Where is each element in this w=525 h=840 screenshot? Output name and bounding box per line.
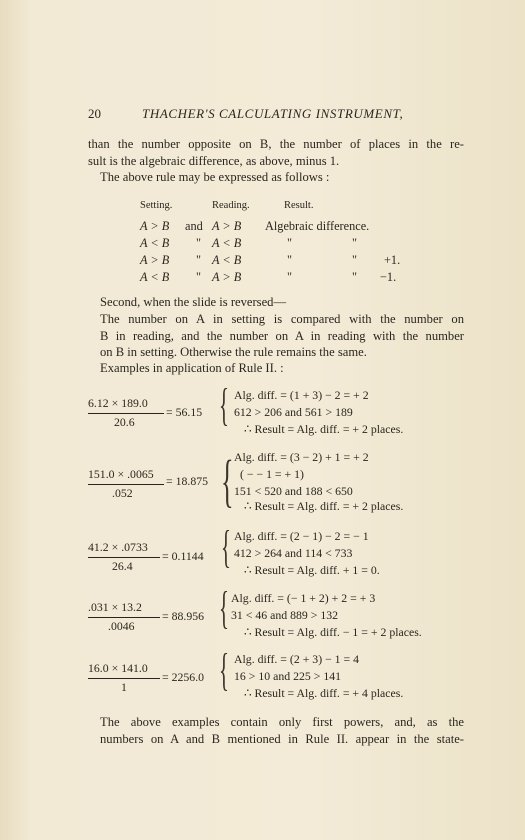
brace-icon: {	[221, 521, 231, 572]
cell-conj: "	[196, 253, 202, 267]
cell-ditto: "	[352, 253, 358, 267]
cell-adjust: +1.	[384, 253, 401, 267]
cell-conj: and	[185, 219, 203, 233]
text-line: numbers on A and B mentioned in Rule II. appear in the state-	[100, 731, 464, 746]
example-5	[88, 644, 468, 710]
fraction-result: = 0.1144	[162, 549, 204, 563]
working-line: Alg. diff. = (2 − 1) − 2 = − 1	[234, 529, 369, 543]
brace-icon: {	[219, 379, 229, 430]
text-line: B in reading, and the number on A in reading with the number	[100, 328, 464, 343]
cell-result: Algebraic difference.	[265, 219, 370, 233]
working-line: Alg. diff. = (3 − 2) + 1 = + 2	[234, 450, 369, 464]
working-line: ∴ Result = Alg. diff. = + 4 places.	[244, 686, 404, 700]
cell-setting: A < B	[140, 270, 170, 284]
fraction-numerator: 41.2 × .0733	[88, 540, 148, 554]
working-line: ( − − 1 = + 1)	[240, 467, 304, 481]
fraction-numerator: 16.0 × 141.0	[88, 661, 148, 675]
fraction-bar	[88, 617, 160, 618]
fraction-bar	[88, 557, 160, 558]
working-line: 16 > 10 and 225 > 141	[234, 669, 342, 683]
cell-adjust: −1.	[380, 270, 397, 284]
fraction-denominator: .0046	[108, 619, 135, 633]
text-line: The above rule may be expressed as follows :	[100, 170, 330, 184]
text-line: sult is the algebraic difference, as above, minus 1.	[88, 153, 340, 168]
fraction-result: = 56.15	[166, 405, 203, 419]
cell-ditto: "	[287, 253, 293, 267]
working-line: Alg. diff. = (− 1 + 2) + 2 = + 3	[231, 591, 376, 605]
fraction-bar	[88, 484, 164, 485]
cell-setting: A > B	[140, 253, 170, 267]
cell-conj: "	[196, 236, 202, 250]
working-line: ∴ Result = Alg. diff. + 1 = 0.	[244, 563, 380, 577]
working-line: ∴ Result = Alg. diff. − 1 = + 2 places.	[244, 625, 422, 639]
working-line: Alg. diff. = (2 + 3) − 1 = 4	[234, 652, 360, 666]
cell-ditto: "	[287, 236, 293, 250]
working-line: Alg. diff. = (1 + 3) − 2 = + 2	[234, 388, 369, 402]
cell-ditto: "	[287, 270, 293, 284]
fraction-result: = 2256.0	[162, 670, 205, 684]
fraction-numerator: .031 × 13.2	[88, 600, 142, 614]
fraction-denominator: 20.6	[114, 415, 135, 429]
paragraph-examples-intro	[88, 360, 464, 377]
fraction-numerator: 6.12 × 189.0	[88, 396, 148, 410]
page-number: 20	[88, 106, 101, 121]
cell-setting: A < B	[140, 236, 170, 250]
example-1	[88, 379, 468, 446]
paragraph-rule-ii	[88, 311, 464, 361]
cell-reading: A < B	[212, 253, 242, 267]
cell-reading: A > B	[212, 270, 242, 284]
paragraph-rule-intro	[88, 169, 464, 186]
working-line: 612 > 206 and 561 > 189	[234, 405, 353, 419]
cell-reading: A > B	[212, 219, 242, 233]
cell-setting: A > B	[140, 219, 170, 233]
text-line: The above examples contain only first powers, and, as the	[100, 715, 464, 729]
fraction-bar	[88, 413, 164, 414]
paragraph-second-case	[88, 294, 464, 311]
working-line: 31 < 46 and 889 > 132	[231, 608, 339, 622]
header-result: Result.	[284, 200, 314, 211]
example-3	[88, 521, 468, 587]
fraction-numerator: 151.0 × .0065	[88, 467, 154, 481]
cell-ditto: "	[352, 236, 358, 250]
brace-icon: {	[219, 582, 229, 633]
header-setting: Setting.	[140, 200, 173, 211]
text-line: than the number opposite on B, the number of places in the re-	[88, 137, 464, 151]
working-line: ∴ Result = Alg. diff. = + 2 places.	[244, 422, 404, 436]
fraction-denominator: .052	[112, 486, 133, 500]
fraction-denominator: 26.4	[112, 559, 133, 573]
cell-conj: "	[196, 270, 202, 284]
text-line: Second, when the slide is reversed—	[100, 295, 287, 309]
cell-ditto: "	[352, 270, 358, 284]
running-title: THACHER'S CALCULATING INSTRUMENT,	[142, 106, 404, 121]
fraction-result: = 88.956	[162, 609, 205, 623]
example-2	[88, 448, 468, 513]
brace-icon: {	[221, 448, 234, 513]
cell-reading: A < B	[212, 236, 242, 250]
paragraph-continuation	[88, 136, 464, 169]
header-reading: Reading.	[212, 200, 250, 211]
working-line: 151 < 520 and 188 < 650	[234, 484, 353, 498]
fraction-bar	[88, 678, 160, 679]
text-line: The number on A in setting is compared with the number on	[100, 312, 464, 326]
fraction-result: = 18.875	[166, 474, 209, 488]
example-4	[88, 582, 468, 649]
text-line: on B in setting. Otherwise the rule remains the same.	[100, 345, 367, 359]
text-line: Examples in application of Rule II. :	[100, 361, 284, 375]
paragraph-closing	[88, 714, 464, 747]
fraction-denominator: 1	[121, 680, 127, 694]
working-line: 412 > 264 and 114 < 733	[234, 546, 353, 560]
brace-icon: {	[219, 644, 229, 695]
working-line: ∴ Result = Alg. diff. = + 2 places.	[244, 499, 404, 513]
